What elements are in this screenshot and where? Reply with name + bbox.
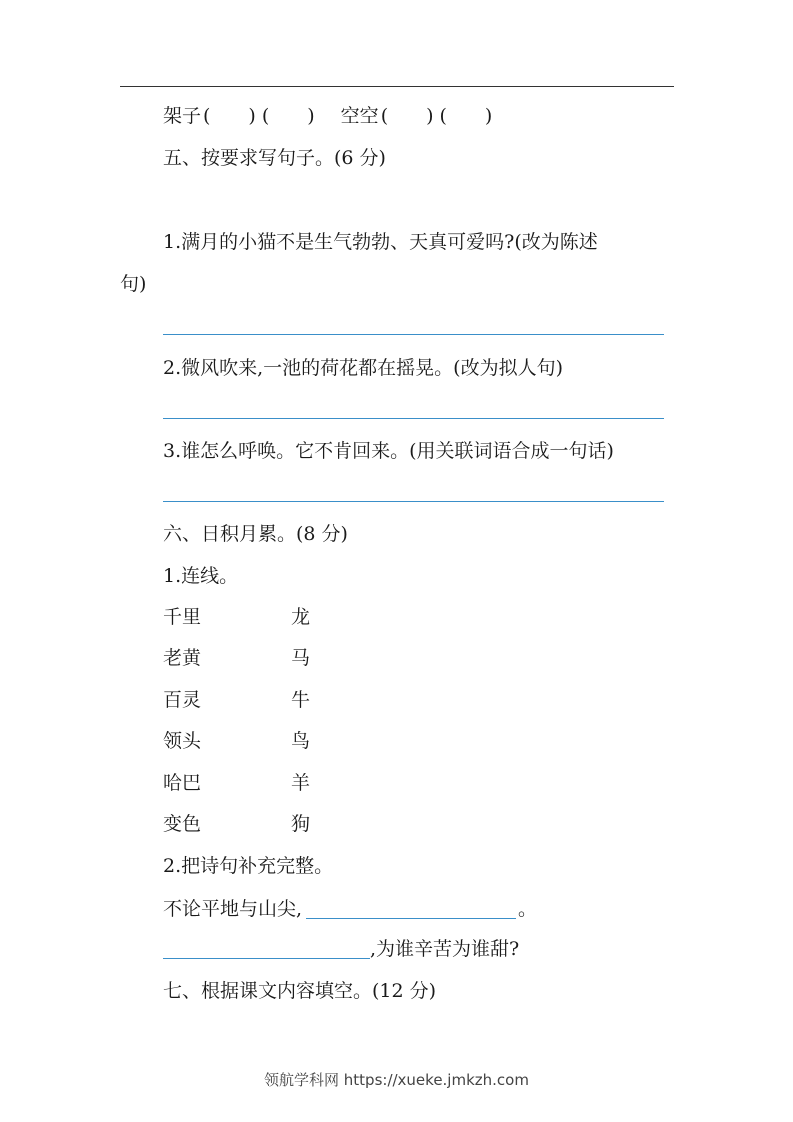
q4-word-1: 架子 [163, 105, 202, 127]
s5-q3-answer-line[interactable] [163, 501, 664, 502]
s6-sub1: 1.连线。 [163, 565, 239, 587]
match-right-3[interactable]: 牛 [291, 689, 311, 711]
s5-q1-answer-line[interactable] [163, 334, 664, 335]
poem-blank-2[interactable] [163, 958, 370, 959]
poem-line-2-end: ,为谁辛苦为谁甜? [370, 938, 520, 960]
q4-blank-4[interactable]: ( ) [439, 105, 493, 127]
poem-line-1-start: 不论平地与山尖, [163, 898, 303, 920]
match-right-4[interactable]: 鸟 [291, 730, 311, 752]
q4-tail-row [163, 104, 492, 128]
q4-word-2: 空空 [340, 105, 379, 127]
match-left-2[interactable]: 老黄 [163, 647, 202, 669]
section-6-title: 六、日积月累。(8 分) [163, 523, 348, 545]
header-rule [120, 86, 674, 87]
section-5-title: 五、按要求写句子。(6 分) [163, 147, 386, 169]
s5-q2-answer-line[interactable] [163, 418, 664, 419]
match-left-4[interactable]: 领头 [163, 730, 202, 752]
poem-line-1 [163, 897, 537, 921]
s5-q1-line1: 1.满月的小猫不是生气勃勃、天真可爱吗?(改为陈述 [163, 231, 598, 253]
poem-line-1-end: 。 [518, 898, 538, 920]
section-7-title: 七、根据课文内容填空。(12 分) [163, 980, 437, 1002]
q4-blank-2[interactable]: ( ) [261, 105, 315, 127]
match-right-6[interactable]: 狗 [291, 813, 311, 835]
match-left-5[interactable]: 哈巴 [163, 772, 202, 794]
match-left-1[interactable]: 千里 [163, 606, 202, 628]
poem-line-2 [163, 937, 519, 961]
s5-q1-line2: 句) [120, 273, 147, 295]
match-right-5[interactable]: 羊 [291, 772, 311, 794]
match-right-2[interactable]: 马 [291, 647, 311, 669]
q4-blank-3[interactable]: ( ) [380, 105, 434, 127]
s5-q2: 2.微风吹来,一池的荷花都在摇晃。(改为拟人句) [163, 357, 563, 379]
s6-sub2: 2.把诗句补充完整。 [163, 855, 334, 877]
q4-blank-1[interactable]: ( ) [203, 105, 256, 127]
match-left-3[interactable]: 百灵 [163, 689, 202, 711]
poem-blank-1[interactable] [306, 918, 516, 919]
match-left-6[interactable]: 变色 [163, 813, 202, 835]
footer-watermark: 领航学科网 https://xueke.jmkzh.com [264, 1071, 529, 1089]
s5-q3: 3.谁怎么呼唤。它不肯回来。(用关联词语合成一句话) [163, 440, 614, 462]
match-right-1[interactable]: 龙 [291, 606, 311, 628]
